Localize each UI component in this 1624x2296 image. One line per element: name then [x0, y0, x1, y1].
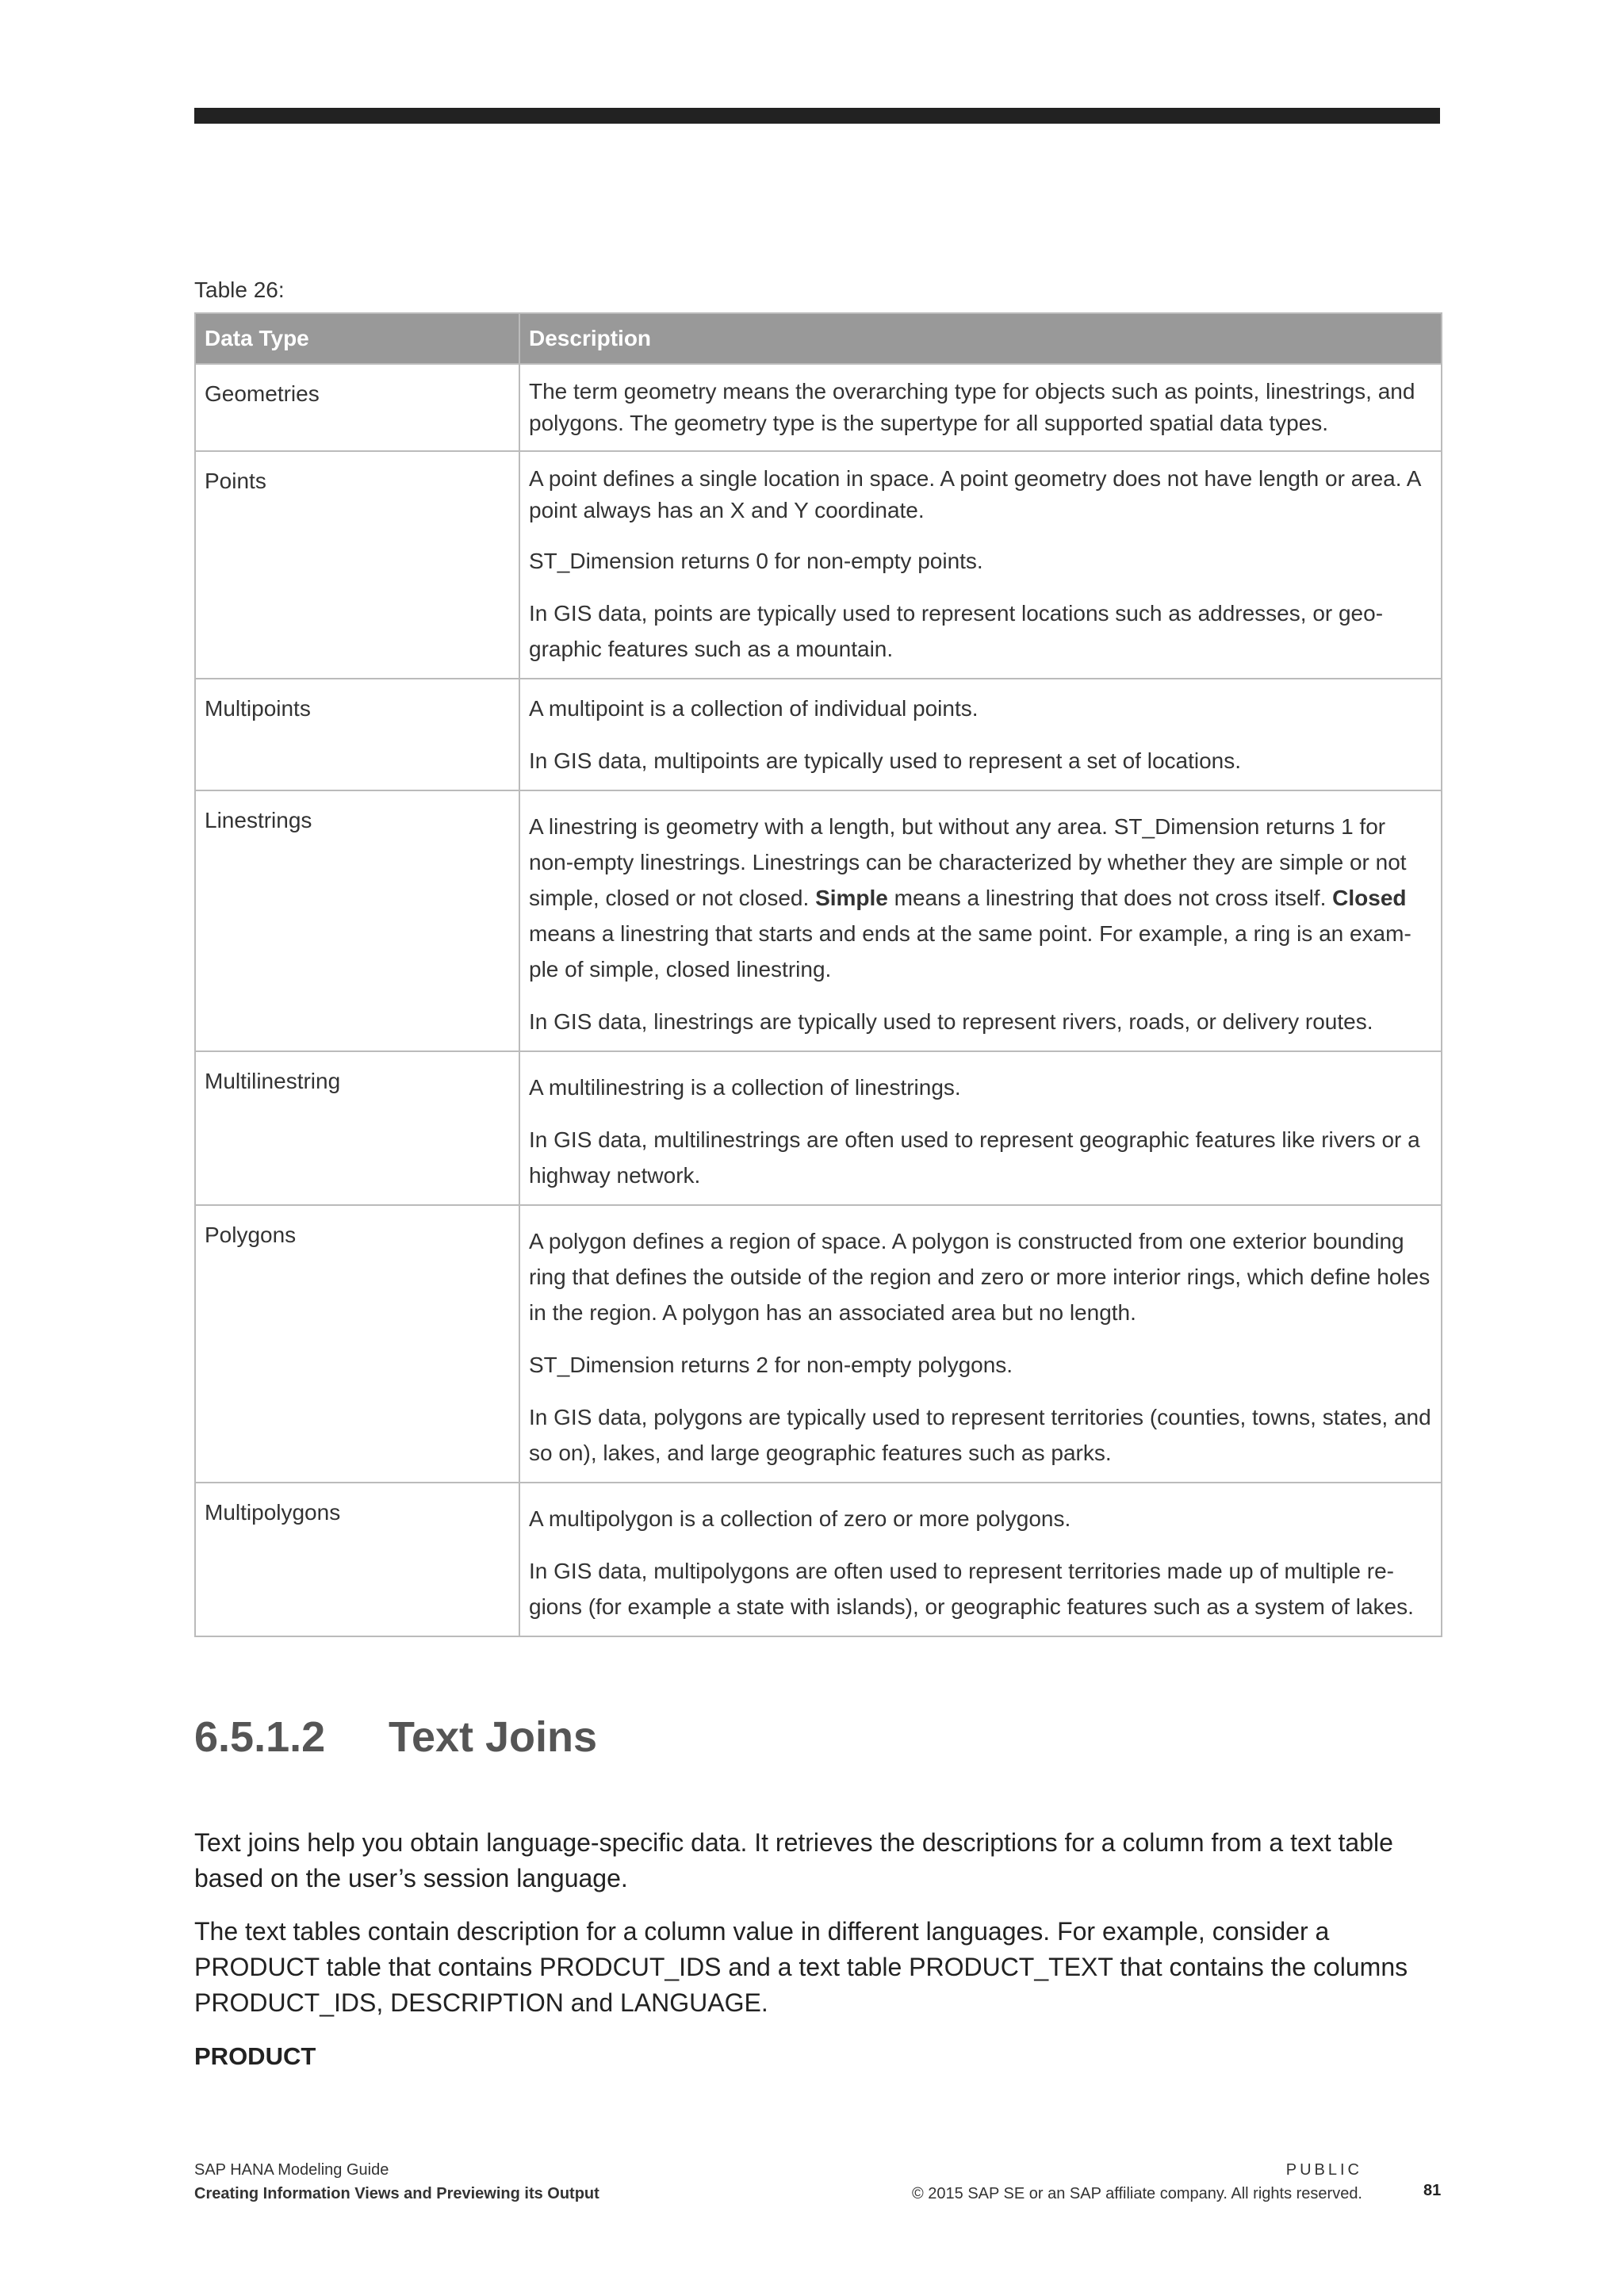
footer-doc-title: SAP HANA Modeling Guide — [194, 2161, 389, 2179]
table-row — [195, 1051, 1442, 1205]
row-description — [519, 1205, 1442, 1483]
table-row — [195, 1483, 1442, 1636]
row-description — [519, 1051, 1442, 1205]
term-closed: Closed — [1332, 886, 1407, 910]
description-paragraph: In GIS data, multipolygons are often used to represent territories made up of multiple re-gions (for example a state with islands), or geographic features such as a system of lakes. — [529, 1559, 1414, 1619]
row-type: Multipolygons — [195, 1483, 519, 1636]
term-simple: Simple — [815, 886, 888, 910]
row-description — [519, 1483, 1442, 1636]
description-paragraph: In GIS data, multilinestrings are often used to represent geographic features like rivers or a highway network. — [529, 1127, 1420, 1188]
row-description — [519, 451, 1442, 679]
text-run: A linestring is geometry with a length, but without any area. ST_Dimension returns 1 for non-empty linestrings. Linestrings can be characterized by whether they are simple or not simple, closed or not closed. — [529, 814, 1407, 910]
description-paragraph: In GIS data, linestrings are typically used to represent rivers, roads, or delivery routes. — [529, 1009, 1373, 1034]
row-type: Geometries — [195, 364, 519, 451]
table-row — [195, 679, 1442, 790]
table-row — [195, 1205, 1442, 1483]
section-number: 6.5.1.2 — [194, 1713, 326, 1761]
table-row — [195, 451, 1442, 679]
data-type-table — [194, 312, 1442, 1637]
description-paragraph: ST_Dimension returns 2 for non-empty polygons. — [529, 1353, 1013, 1377]
footer-copyright: © 2015 SAP SE or an SAP affiliate company. All rights reserved. — [911, 2185, 1362, 2202]
section-title: Text Joins — [389, 1713, 598, 1761]
row-type: Multilinestring — [195, 1051, 519, 1205]
description-paragraph: A point defines a single location in space. A point geometry does not have length or area. A point always has an X and Y coordinate. — [529, 466, 1420, 522]
header-data-type: Data Type — [195, 313, 519, 364]
table-caption: Table 26: — [194, 277, 285, 302]
product-label: PRODUCT — [194, 2042, 316, 2070]
description-paragraph: The term geometry means the overarching type for objects such as points, linestrings, and polygons. The geometry type is the supertype for all supported spatial data types. — [529, 379, 1415, 435]
row-type: Multipoints — [195, 679, 519, 790]
description-paragraph — [529, 809, 1432, 987]
page-number: 81 — [1423, 2182, 1442, 2199]
text-run: means a linestring that starts and ends at the same point. For example, a ring is an exam-ple of simple, closed linestring. — [529, 921, 1411, 982]
text-run: means a linestring that does not cross itself. — [887, 886, 1333, 910]
table-header-row — [195, 313, 1442, 364]
row-type: Polygons — [195, 1205, 519, 1483]
footer-classification: PUBLIC — [1285, 2161, 1362, 2179]
row-description — [519, 679, 1442, 790]
table-row — [195, 790, 1442, 1051]
body-paragraph: The text tables contain description for a column value in different languages. For example, consider a PRODUCT table that contains PRODCUT_IDS and a text table PRODUCT_TEXT that contains the columns PRODUCT_IDS, DESCRIPTION and LANGUAGE. — [194, 1917, 1408, 2017]
table-row — [195, 364, 1442, 451]
description-paragraph: In GIS data, multipoints are typically used to represent a set of locations. — [529, 748, 1242, 773]
top-rule — [194, 108, 1440, 124]
footer-left — [194, 2158, 599, 2206]
description-paragraph: In GIS data, points are typically used to represent locations such as addresses, or geo-graphic features such as a mountain. — [529, 601, 1384, 661]
row-type: Linestrings — [195, 790, 519, 1051]
footer-right — [912, 2158, 1362, 2206]
header-description: Description — [519, 313, 1442, 364]
row-description — [519, 364, 1442, 451]
description-paragraph: In GIS data, polygons are typically used to represent territories (counties, towns, states, and so on), lakes, and large geographic features such as parks. — [529, 1405, 1431, 1465]
description-paragraph: A multipoint is a collection of individual points. — [529, 696, 979, 721]
section-heading — [194, 1712, 597, 1762]
description-paragraph: A multipolygon is a collection of zero or more polygons. — [529, 1506, 1071, 1531]
row-description — [519, 790, 1442, 1051]
description-paragraph: A multilinestring is a collection of linestrings. — [529, 1075, 961, 1100]
row-type: Points — [195, 451, 519, 679]
footer-chapter: Creating Information Views and Previewing its Output — [194, 2185, 599, 2202]
body-paragraph: Text joins help you obtain language-specific data. It retrieves the descriptions for a column from a text table based on the user’s session language. — [194, 1828, 1393, 1892]
description-paragraph: A polygon defines a region of space. A polygon is constructed from one exterior bounding ring that defines the outside of the region and zero or more interior rings, which define holes in the region. A polygon has an associated area but no length. — [529, 1229, 1431, 1325]
description-paragraph: ST_Dimension returns 0 for non-empty points. — [529, 549, 983, 573]
